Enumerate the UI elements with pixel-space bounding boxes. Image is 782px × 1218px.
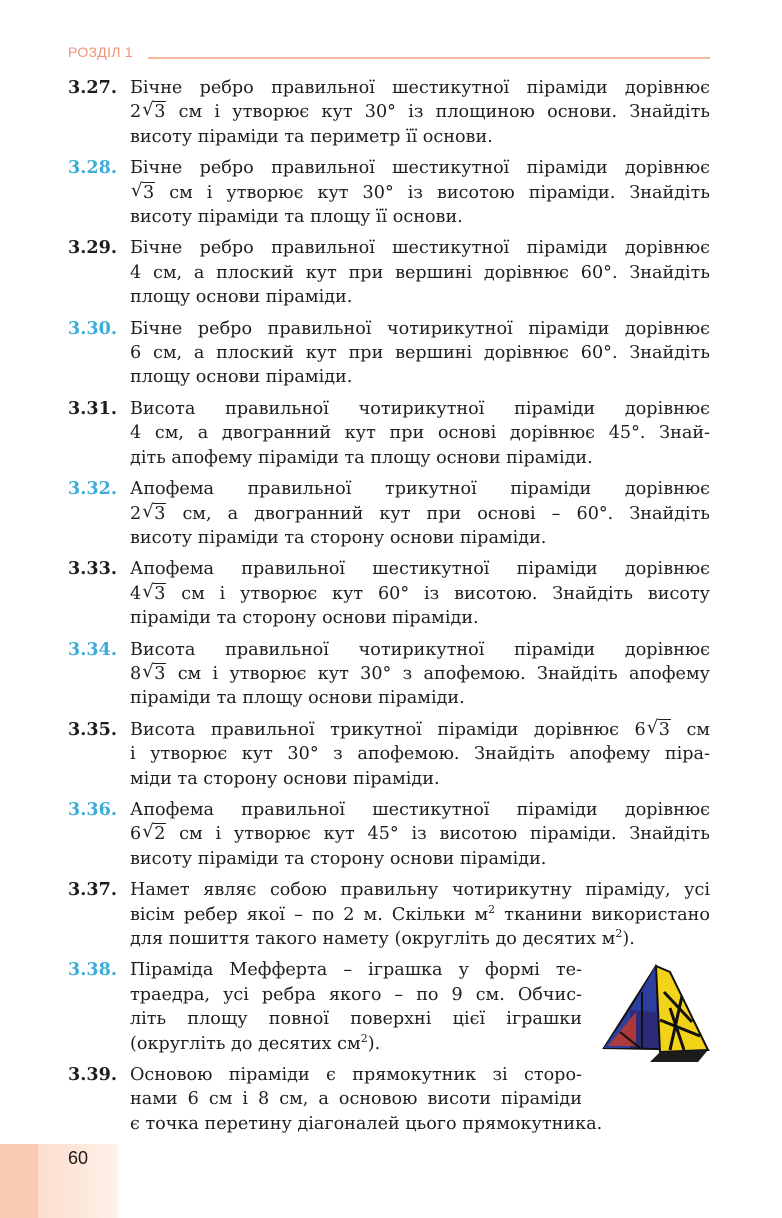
problem-text-line: Піраміда Мефферта – іграшка у формі те-: [130, 960, 582, 981]
problem-3-29: [68, 236, 710, 309]
problem-3-39: [68, 1063, 710, 1136]
problem-number: 3.31.: [68, 397, 117, 419]
sqrt-symbol: √ 3: [131, 181, 155, 205]
page-number: 60: [68, 1148, 89, 1168]
problem-text-line: Основою піраміди є прямокутник зі сторо-: [130, 1065, 582, 1086]
problem-3-27: [68, 76, 710, 149]
sqrt-symbol: √ 3: [142, 502, 166, 526]
problem-text-line: 4 см, а плоский кут при вершині дорівнює 60°. Знайдіть: [130, 262, 710, 283]
problem-text-line: і утворює кут 30° з апофемою. Знайдіть апофему піра-: [130, 744, 710, 765]
sqrt-symbol: √ 2: [142, 822, 166, 846]
section-label: РОЗДІЛ 1: [68, 44, 134, 60]
header-rule: [148, 57, 710, 59]
problem-text-line: 2√ 3 см, а двогранний кут при основі – 60°. Знайдіть: [130, 502, 710, 526]
problem-text-line: Бічне ребро правильної шестикутної піраміди дорівнює: [130, 238, 710, 259]
problem-text-line: 4 см, а двогранний кут при основі дорівнює 45°. Знай-: [130, 423, 710, 444]
problem-text-line: Апофема правильної шестикутної піраміди дорівнює: [130, 799, 710, 820]
problem-text-line: √ 3 см і утворює кут 30° із висотою піраміди. Знайдіть: [130, 181, 710, 205]
problem-number: 3.30.: [68, 317, 117, 339]
problem-text-line: Бічне ребро правильної шестикутної піраміди дорівнює: [130, 158, 710, 179]
problem-text-line: міди та сторону основи піраміди.: [130, 768, 440, 789]
problem-number: 3.32.: [68, 478, 117, 500]
problem-number: 3.37.: [68, 879, 117, 901]
problem-3-33: [68, 557, 710, 630]
problem-text-line: висоту піраміди та периметр її основи.: [130, 126, 493, 147]
problem-3-28: [68, 156, 710, 229]
problem-text-line: вісім ребер якої – по 2 м. Скільки $м^2$ тканини використано: [130, 902, 710, 925]
problem-text-line: Висота правильної трикутної піраміди дорівнює 6√ 3 см: [130, 718, 710, 742]
problem-number: 3.33.: [68, 558, 117, 580]
problem-number: 3.36.: [68, 798, 117, 820]
problem-text-line: діть апофему піраміди та площу основи піраміди.: [130, 447, 593, 468]
problem-3-36: [68, 798, 710, 871]
problem-text-line: Апофема правильної шестикутної піраміди дорівнює: [130, 559, 710, 580]
sqrt-symbol: √ 3: [142, 582, 166, 606]
problem-text-line: Намет являє собою правильну чотирикутну піраміду, усі: [130, 880, 710, 901]
sqrt-symbol: √ 3: [142, 662, 166, 686]
problem-text-line: піраміди та сторону основи піраміди.: [130, 608, 479, 629]
problem-text-line: нами 6 см і 8 см, а основою висоти піраміди: [130, 1089, 582, 1110]
problem-text-line: 6√ 2 см і утворює кут 45° із висотою піраміди. Знайдіть: [130, 822, 710, 846]
pyraminx-toy-icon: [600, 962, 712, 1066]
problem-text-line: для пошиття такого намету (округліть до десятих $м^2$).: [130, 927, 635, 949]
problem-text-line: Бічне ребро правильної шестикутної піраміди дорівнює: [130, 78, 710, 98]
problem-text-line: (округліть до десятих $см^2$).: [130, 1031, 381, 1054]
problem-text-line: висоту піраміди та сторону основи піраміди.: [130, 848, 547, 869]
problem-text-line: висоту піраміди та сторону основи піраміди.: [130, 527, 547, 548]
problem-text-line: є точка перетину діагоналей цього прямокутника.: [130, 1113, 603, 1134]
problem-text-line: Бічне ребро правильної чотирикутної піраміди дорівнює: [130, 318, 710, 339]
problem-number: 3.27.: [68, 77, 117, 98]
problem-3-32: [68, 477, 710, 550]
problem-number: 3.35.: [68, 718, 117, 740]
problem-3-31: [68, 397, 710, 470]
footer-stripe: [0, 1144, 38, 1218]
problem-text-line: площу основи піраміди.: [130, 287, 353, 308]
problem-text-line: Висота правильної чотирикутної піраміди дорівнює: [130, 639, 710, 660]
problem-number: 3.34.: [68, 638, 117, 660]
problem-text-line: літь площу повної поверхні цієї іграшки: [130, 1009, 582, 1030]
problem-number: 3.28.: [68, 157, 117, 179]
problem-3-37: [68, 878, 710, 951]
problem-text-line: траедра, усі ребра якого – по 9 см. Обчис-: [130, 984, 582, 1005]
problem-number: 3.39.: [68, 1064, 117, 1086]
problem-text-line: 4√ 3 см і утворює кут 60° із висотою. Знайдіть висоту: [130, 582, 710, 606]
problem-text-line: піраміди та площу основи піраміди.: [130, 688, 465, 709]
problem-number: 3.29.: [68, 237, 117, 259]
sqrt-symbol: √ 3: [647, 718, 671, 742]
problem-3-35: [68, 718, 710, 791]
sqrt-symbol: √ 3: [142, 100, 166, 124]
problem-number: 3.38.: [68, 959, 117, 981]
section-header: [68, 44, 710, 66]
problem-text-line: висоту піраміди та площу її основи.: [130, 207, 463, 228]
problem-text-line: 2√ 3 см і утворює кут 30° із площиною основи. Знайдіть: [130, 100, 710, 124]
problem-text-line: площу основи піраміди.: [130, 367, 353, 388]
problem-text-line: 6 см, а плоский кут при вершині дорівнює 60°. Знайдіть: [130, 343, 710, 364]
problem-3-34: [68, 638, 710, 711]
problem-text-line: 8√ 3 см і утворює кут 30° з апофемою. Знайдіть апофему: [130, 662, 710, 686]
problem-3-30: [68, 317, 710, 390]
problem-text-line: Апофема правильної трикутної піраміди дорівнює: [130, 479, 710, 500]
problem-text-line: Висота правильної чотирикутної піраміди дорівнює: [130, 398, 710, 419]
